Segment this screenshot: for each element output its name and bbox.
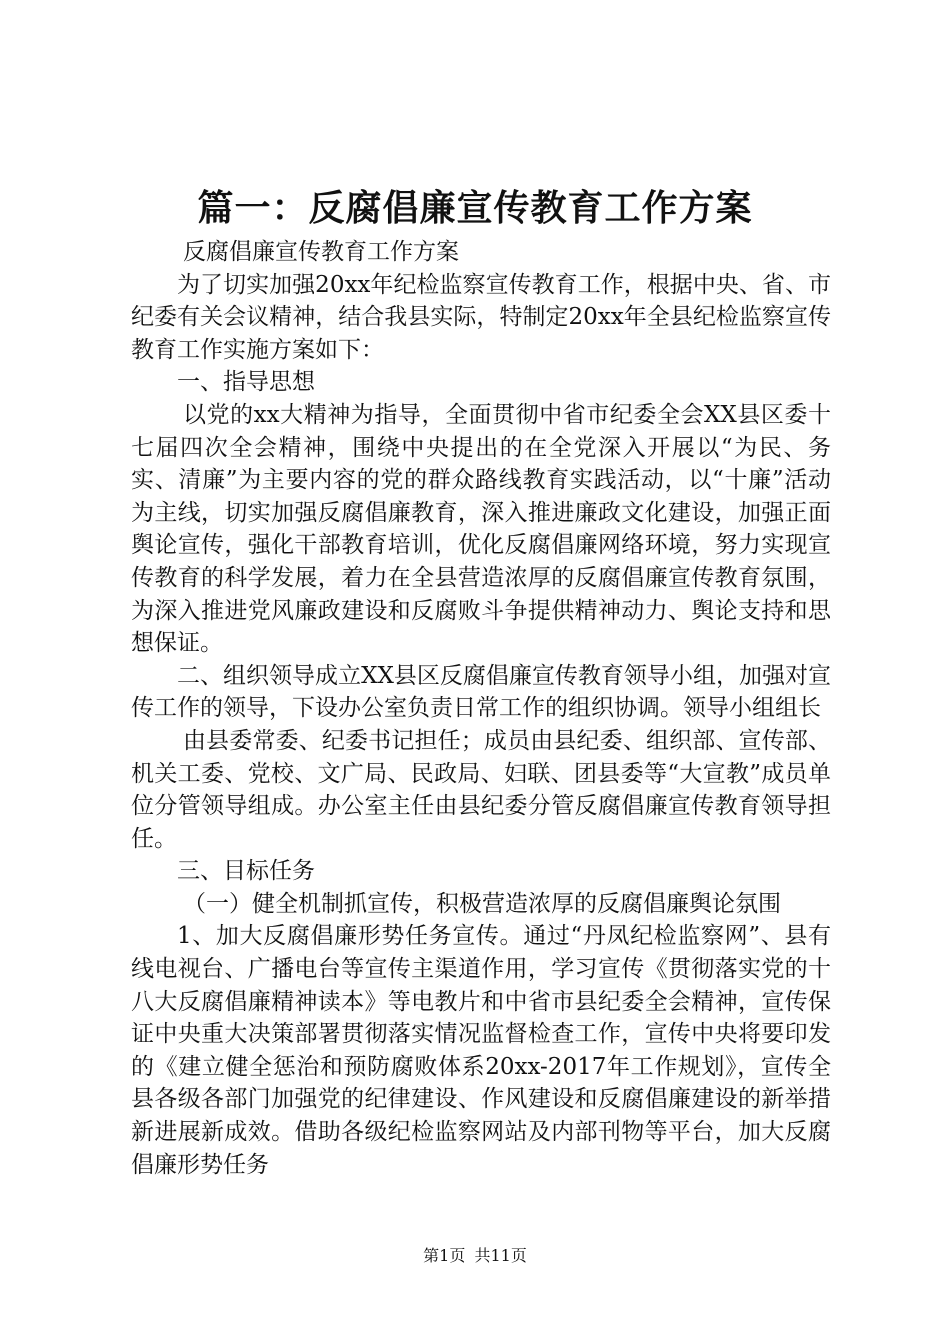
document-title: 篇一：反腐倡廉宣传教育工作方案 xyxy=(197,187,753,229)
page-number: 第1页 xyxy=(423,1246,466,1265)
subsection-heading-mechanism: （一）健全机制抓宣传，积极营造浓厚的反腐倡廉舆论氛围 xyxy=(183,890,781,917)
page-footer xyxy=(0,1245,950,1267)
paragraph-item-1: 1、加大反腐倡廉形势任务宣传。通过“丹凤纪检监察网”、县有线电视台、广播电台等宣传主渠道作用，学习宣传《贯彻落实党的十八大反腐倡廉精神读本》等电教片和中省市县纪委全会精神，宣传保证中央重大决策部署贯彻落实情况监督检查工作，宣传中央将要印发的《建立健全惩治和预防腐败体系20xx-2017年工作规划》，宣传全县各级各部门加强党的纪律建设、作风建设和反腐倡廉建设的新举措新进展新成效。借助各级纪检监察网站及内部刊物等平台，加大反腐倡廉形势任务 xyxy=(131,923,831,1178)
document-body xyxy=(131,236,831,1181)
page-total: 共11页 xyxy=(474,1246,527,1265)
section-heading-targets: 三、目标任务 xyxy=(177,858,315,885)
section-heading-guiding-ideology: 一、指导思想 xyxy=(177,369,315,396)
paragraph-intro: 为了切实加强20xx年纪检监察宣传教育工作，根据中央、省、市纪委有关会议精神，结合我县实际，特制定20xx年全县纪检监察宣传教育工作实施方案如下： xyxy=(131,271,831,363)
paragraph-subtitle: 反腐倡廉宣传教育工作方案 xyxy=(183,239,459,265)
paragraph-guiding-ideology: 以党的xx大精神为指导，全面贯彻中省市纪委全会XX县区委十七届四次全会精神，围绕中央提出的在全党深入开展以“为民、务实、清廉”为主要内容的党的群众路线教育实践活动，以“十廉”活动为主线，切实加强反腐倡廉教育，深入推进廉政文化建设，加强正面舆论宣传，强化干部教育培训，优化反腐倡廉网络环境，努力实现宣传教育的科学发展，着力在全县营造浓厚的反腐倡廉宣传教育氛围，为深入推进党风廉政建设和反腐败斗争提供精神动力、舆论支持和思想保证。 xyxy=(131,401,831,657)
paragraph-members: 由县委常委、纪委书记担任；成员由县纪委、组织部、宣传部、机关工委、党校、文广局、民政局、妇联、团县委等“大宣教”成员单位分管领导组成。办公室主任由县纪委分管反腐倡廉宣传教育领导担任。 xyxy=(131,727,831,852)
paragraph-organization: 二、组织领导成立XX县区反腐倡廉宣传教育领导小组，加强对宣传工作的领导，下设办公室负责日常工作的组织协调。领导小组组长 xyxy=(131,662,831,722)
